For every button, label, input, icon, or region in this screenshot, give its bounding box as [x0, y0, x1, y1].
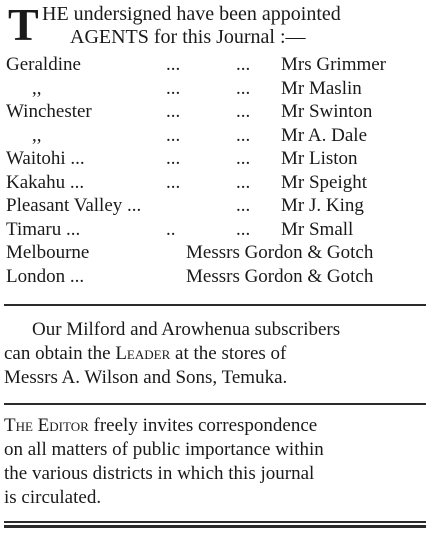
section-divider: [4, 403, 426, 405]
leader-dots: ...: [166, 77, 181, 99]
leader-dots: ...: [166, 171, 181, 193]
leader-dots: ...: [236, 148, 251, 169]
agent-row: [0, 218, 429, 242]
agents-list: [0, 53, 429, 288]
subscribers-line-1: Our Milford and Arowhenua subscribers: [32, 319, 341, 340]
agent-place: Melbourne: [6, 242, 90, 263]
subscribers-text: at the stores of: [170, 343, 287, 364]
agent-row: [0, 53, 429, 77]
agent-place: Kakahu ...: [6, 171, 85, 193]
agent-name: Mr Swinton: [281, 101, 373, 122]
agent-name: Mr Liston: [281, 148, 358, 169]
closing-double-rule: [4, 521, 426, 528]
leader-dots: ...: [236, 218, 251, 240]
leader-title: Leader: [115, 343, 171, 364]
leader-dots: ...: [236, 101, 251, 122]
leader-dots: ...: [236, 195, 251, 216]
editor-notice: [4, 414, 428, 510]
agent-name: Mrs Grimmer: [281, 54, 387, 75]
headline-line-1: HE undersigned have been appointed: [42, 3, 341, 25]
agent-place: Waitohi ...: [6, 148, 85, 169]
editor-text: freely invites correspondence: [88, 415, 318, 436]
leader-dots: ...: [166, 54, 181, 75]
agent-row: [0, 194, 429, 218]
subscribers-notice: [4, 318, 428, 390]
agent-row: [0, 124, 429, 148]
agent-place: Winchester: [6, 101, 92, 122]
subscribers-line-3: Messrs A. Wilson and Sons, Temuka.: [4, 367, 288, 388]
agent-row: [0, 100, 429, 124]
leader-dots: ..: [166, 218, 176, 240]
subscribers-text: can obtain the: [4, 343, 116, 364]
leader-dots: ...: [166, 124, 181, 146]
leader-dots: ...: [166, 148, 181, 169]
agent-row: [0, 171, 429, 195]
agent-name: Mr Speight: [281, 171, 368, 193]
section-divider: [4, 304, 426, 306]
subscribers-line-2: [4, 342, 428, 366]
agent-place-ditto: ,,: [32, 124, 42, 146]
agent-name: Messrs Gordon & Gotch: [186, 242, 374, 263]
leader-dots: ...: [236, 171, 251, 193]
agent-name: Messrs Gordon & Gotch: [186, 265, 374, 287]
leader-dots: ...: [236, 77, 251, 99]
editor-line-3: the various districts in which this journal: [4, 463, 315, 484]
headline-line-2: AGENTS for this Journal :—: [70, 26, 306, 48]
editor-title: The Editor: [4, 415, 89, 436]
agent-row: [0, 265, 429, 289]
drop-cap: T: [8, 0, 37, 50]
editor-line-4: is circulated.: [4, 487, 102, 508]
leader-dots: ...: [236, 54, 251, 75]
agent-name: Mr A. Dale: [281, 124, 368, 146]
agent-place: Pleasant Valley ...: [6, 195, 142, 216]
editor-line-1: [4, 414, 428, 438]
agent-row: [0, 241, 429, 265]
agent-name: Mr Maslin: [281, 77, 362, 99]
agent-place: London ...: [6, 265, 85, 287]
agent-place-ditto: ,,: [32, 77, 42, 99]
agent-name: Mr Small: [281, 218, 354, 240]
agent-place: Timaru ...: [6, 218, 81, 240]
agent-row: [0, 147, 429, 171]
leader-dots: ...: [236, 124, 251, 146]
editor-line-2: on all matters of public importance within: [4, 439, 324, 460]
leader-dots: ...: [166, 101, 181, 122]
agent-row: [0, 77, 429, 101]
agent-place: Geraldine: [6, 54, 81, 75]
agents-headline: [4, 2, 428, 48]
agent-name: Mr J. King: [281, 195, 364, 216]
